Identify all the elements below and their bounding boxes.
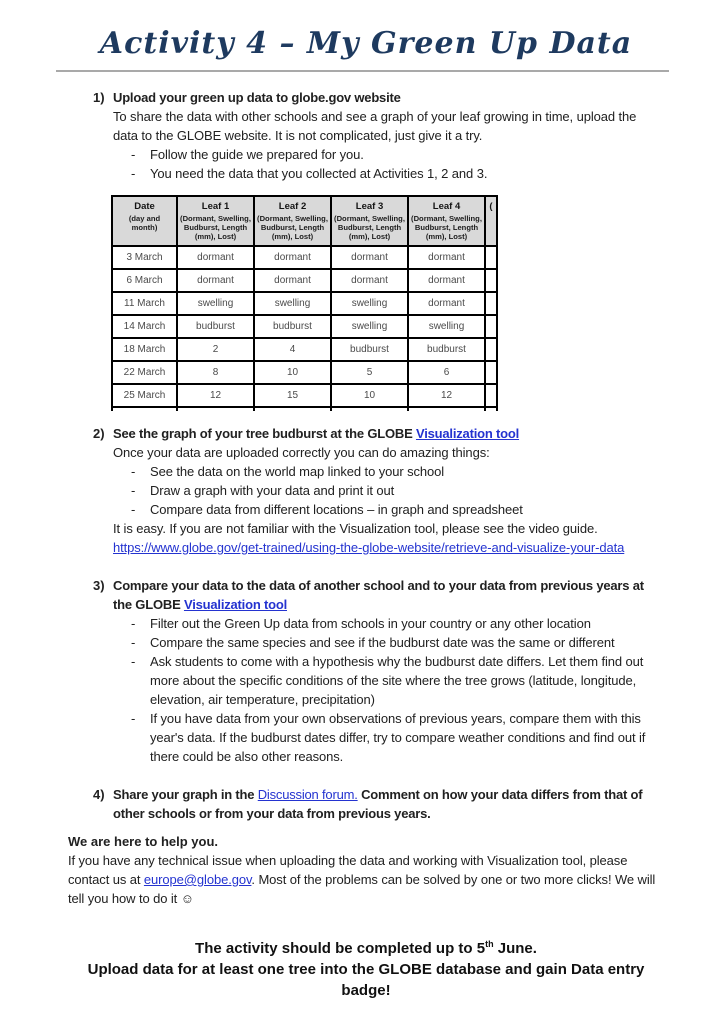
bullet-text: Ask students to come with a hypothesis why the budburst date differs. Let them find out more about the specific conditions of the site where the tree grows (latitude, longitude, elevation, air temperature, precipitation) — [150, 654, 644, 707]
leaf-cell: dormant — [254, 269, 331, 292]
section-note: It is easy. If you are not familiar with the Visualization tool, please see the video guide. — [113, 521, 598, 536]
table-row — [112, 338, 497, 361]
discussion-forum-link[interactable]: Discussion forum. — [257, 787, 358, 802]
bullet-dash: - — [131, 166, 136, 181]
leaf-cell: 4 — [254, 338, 331, 361]
table-row — [112, 315, 497, 338]
section-number: 2) — [93, 426, 105, 441]
section-number: 3) — [93, 578, 105, 593]
page-title: Activity 4 – My Green Up Data — [99, 26, 633, 61]
leaf-cell: dormant — [408, 269, 485, 292]
section-body: Once your data are uploaded correctly you can do amazing things: — [113, 445, 490, 460]
list-item — [131, 481, 664, 500]
bullet-dash: - — [131, 635, 136, 650]
date-cell: 3 March — [112, 246, 177, 269]
leaf-cell: budburst — [331, 338, 408, 361]
title-divider — [56, 70, 669, 72]
ordinal-suffix: th — [485, 939, 494, 949]
list-item — [131, 614, 664, 633]
badge-line: Upload data for at least one tree into the GLOBE database and gain Data entry badge! — [87, 961, 645, 999]
bullet-dash: - — [131, 483, 136, 498]
date-cell: 6 March — [112, 269, 177, 292]
visualization-tool-link[interactable]: Visualization tool — [183, 597, 288, 612]
leaf-cell: dormant — [177, 246, 254, 269]
date-cell: 25 March — [112, 384, 177, 407]
table-row — [112, 246, 497, 269]
leaf-observation-table — [111, 195, 498, 411]
leaf-cell: 12 — [177, 384, 254, 407]
table-row — [112, 384, 497, 407]
help-heading: We are here to help you. — [68, 834, 219, 849]
bullet-dash: - — [131, 654, 136, 669]
leaf-cell: dormant — [177, 269, 254, 292]
bullet-dash: - — [131, 711, 136, 726]
section-compare-data — [93, 576, 664, 766]
section-share-graph — [93, 785, 664, 823]
bullet-dash: - — [131, 502, 136, 517]
help-body-after: . Most of the problems can be solved by one or two more clicks! We will tell you how to do it ☺ — [68, 872, 656, 906]
cutoff-cell — [485, 338, 497, 361]
table-cutoff-row — [112, 407, 497, 411]
leaf-cell: 12 — [408, 384, 485, 407]
leaf-cell: 15 — [254, 384, 331, 407]
bullet-text: You need the data that you collected at Activities 1, 2 and 3. — [150, 166, 488, 181]
date-cell: 22 March — [112, 361, 177, 384]
col-header-leaf-sub: (Dormant, Swelling, Budburst, Length (mm), Lost) — [180, 214, 251, 241]
col-header-leaf-sub: (Dormant, Swelling, Budburst, Length (mm), Lost) — [411, 214, 482, 241]
date-cell: 14 March — [112, 315, 177, 338]
leaf-cell: dormant — [408, 246, 485, 269]
bullet-text: Filter out the Green Up data from schools in your country or any other location — [150, 616, 591, 631]
section-heading: Share your graph in the Discussion forum. Comment on how your data differs from that of other schools or from your data from previous years. — [113, 787, 643, 821]
deadline-note — [68, 934, 664, 1001]
video-guide-url-line — [113, 538, 664, 557]
bullet-text: See the data on the world map linked to your school — [150, 464, 445, 479]
section-body: To share the data with other schools and see a graph of your leaf growing in time, upload the data to the GLOBE website. It is not complicated, just give it a try. — [113, 109, 637, 143]
cutoff-cell — [485, 384, 497, 407]
bullet-dash: - — [131, 147, 136, 162]
leaf-cell: swelling — [331, 292, 408, 315]
bullet-dash: - — [131, 464, 136, 479]
list-item — [131, 164, 664, 183]
col-header-leaf3: Leaf 3 (Dormant, Swelling, Budburst, Length (mm), Lost) — [331, 196, 408, 246]
leaf-cell: budburst — [408, 338, 485, 361]
bullet-text: If you have data from your own observations of previous years, compare them with this year's data. If the budburst dates differ, try to compare weather conditions and find out if there could be also other reasons. — [150, 711, 646, 764]
leaf-cell: swelling — [408, 315, 485, 338]
leaf-cell: 6 — [408, 361, 485, 384]
col-header-leaf2: Leaf 2 (Dormant, Swelling, Budburst, Length (mm), Lost) — [254, 196, 331, 246]
table-row — [112, 361, 497, 384]
help-body: If you have any technical issue when uploading the data and working with Visualization tool, please contact us at europe@globe.gov. Most of the problems can be solved by one or two more clicks! We will tell you how to do it ☺ — [68, 853, 656, 906]
list-item — [131, 462, 664, 481]
green-up-data-table — [111, 195, 664, 411]
cutoff-cell — [485, 269, 497, 292]
date-cell: 18 March — [112, 338, 177, 361]
list-item — [131, 145, 664, 164]
list-item — [131, 633, 664, 652]
section-heading: See the graph of your tree budburst at the GLOBE Visualization tool — [113, 426, 520, 441]
section-heading: Upload your green up data to globe.gov website — [113, 90, 401, 105]
video-guide-link[interactable]: https://www.globe.gov/get-trained/using-the-globe-website/retrieve-and-visualize-your-data — [113, 540, 625, 555]
section-heading: Compare your data to the data of another school and to your data from previous years at the GLOBE Visualization tool — [113, 578, 644, 612]
col-header-leaf4: Leaf 4 (Dormant, Swelling, Budburst, Length (mm), Lost) — [408, 196, 485, 246]
cutoff-cell — [485, 361, 497, 384]
col-header-leaf-sub: (Dormant, Swelling, Budburst, Length (mm), Lost) — [257, 214, 328, 241]
leaf-cell: budburst — [254, 315, 331, 338]
leaf-cell: swelling — [331, 315, 408, 338]
list-item — [131, 500, 664, 519]
bullet-text: Follow the guide we prepared for you. — [150, 147, 364, 162]
leaf-cell: 10 — [254, 361, 331, 384]
bullet-text: Draw a graph with your data and print it out — [150, 483, 395, 498]
leaf-cell: swelling — [177, 292, 254, 315]
leaf-cell: dormant — [254, 246, 331, 269]
section-number: 1) — [93, 90, 105, 105]
col-header-date-sub: (day and month) — [128, 214, 161, 232]
help-block — [68, 832, 664, 908]
date-cell: 11 March — [112, 292, 177, 315]
leaf-cell: dormant — [331, 246, 408, 269]
section-upload-data — [93, 88, 664, 183]
bullet-dash: - — [131, 616, 136, 631]
leaf-cell: dormant — [331, 269, 408, 292]
cutoff-cell — [485, 315, 497, 338]
col-header-date: Date (day and month) — [112, 196, 177, 246]
leaf-cell: 8 — [177, 361, 254, 384]
table-header-row — [112, 196, 497, 246]
deadline-line: The activity should be completed up to 5th June. — [195, 939, 537, 957]
leaf-cell: 2 — [177, 338, 254, 361]
cutoff-cell — [485, 246, 497, 269]
visualization-tool-link[interactable]: Visualization tool — [415, 426, 520, 441]
leaf-cell: 10 — [331, 384, 408, 407]
table-cutoff-column: ( — [485, 196, 497, 246]
table-row — [112, 292, 497, 315]
sections — [68, 88, 664, 1001]
table-row — [112, 269, 497, 292]
list-item — [131, 652, 664, 709]
email-link[interactable]: europe@globe.gov — [143, 872, 252, 887]
leaf-cell: swelling — [254, 292, 331, 315]
leaf-cell: 5 — [331, 361, 408, 384]
cutoff-cell — [485, 292, 497, 315]
section-number: 4) — [93, 787, 105, 802]
col-header-leaf-sub: (Dormant, Swelling, Budburst, Length (mm), Lost) — [334, 214, 405, 241]
leaf-cell: dormant — [408, 292, 485, 315]
bullet-text: Compare data from different locations – in graph and spreadsheet — [150, 502, 523, 517]
section-see-graph — [93, 424, 664, 557]
bullet-text: Compare the same species and see if the budburst date was the same or different — [150, 635, 615, 650]
leaf-cell: budburst — [177, 315, 254, 338]
list-item — [131, 709, 664, 766]
col-header-leaf1: Leaf 1 (Dormant, Swelling, Budburst, Length (mm), Lost) — [177, 196, 254, 246]
